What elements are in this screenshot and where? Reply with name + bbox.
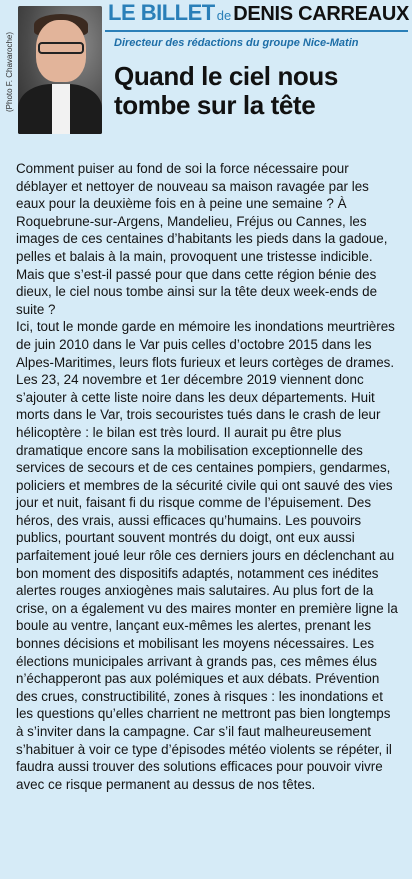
header-rule <box>105 30 408 32</box>
photo-glasses <box>38 42 84 54</box>
article-title: Quand le ciel nous tombe sur la tête <box>114 61 338 120</box>
column-kicker <box>108 0 412 26</box>
photo-shirt <box>52 84 70 134</box>
article-header <box>0 0 412 150</box>
paragraph-2: Ici, tout le monde garde en mémoire les inondations meurtrières de juin 2010 dans le Var puis celles d’octobre 2015 dans les Alpes-Maritimes, leurs flots furieux et leurs cortèges de drames. Les 23, 24 novembre et 1er décembre 2019 viennent donc s’ajouter à cette liste noire dans les deux départements. Huit morts dans le Var, trois secouristes tués dans le crash de leur hélicoptère : le bilan est très lourd. Il aurait pu être plus dramatique encore sans la mobilisation exceptionnelle des services de secours et de ces centaines pompiers, gendarmes, policiers et membres de la sécurité civile qui ont sauvé des vies jour et nuit, faisant fi du risque comme de l’épuisement. Des héros, des vrais, aussi efficaces qu’humains. Les pouvoirs publics, pourtant souvent montrés du doigt, ont eux aussi parfaitement joué leur rôle ces derniers jours en déclenchant au bon moment des dispositifs adaptés, notamment ces inédites alertes rouges anxiogènes mais salutaires. Au plus fort de la crise, on a également vu des maires monter en première ligne la boule au ventre, lançant eux-mêmes les alertes, prenant les bonnes décisions et mobilisant les moyens nécessaires. Les élections municipales arrivant à grands pas, ces mêmes élus n’échapperont pas aux polémiques et aux débats. Prévention des crues, constructibilité, zones à risques : les inondations et les questions qu’elles charrient ne mettront pas bien longtemps à s’inviter dans la campagne. Car s’il faut malheureusement s’habituer à voir ce type d’épisodes météo violents se répéter, il faudra aussi trouver des solutions efficaces pour pouvoir vivre avec ce risque permanent au dessus de nos têtes. <box>16 319 398 792</box>
photo-credit: (Photo F. Chavaroche) <box>5 31 14 112</box>
author-role: Directeur des rédactions du groupe Nice-Matin <box>114 37 359 49</box>
paragraph-1: Comment puiser au fond de soi la force nécessaire pour déblayer et nettoyer de nouveau sa maison ravagée par les eaux pour la deuxième fois en à peine une semaine ? À Roquebrune-sur-Argens, Mandelieu, Fréjus ou Cannes, les images de ces centaines d’habitants les pieds dans la gadoue, pelles et balais à la main, provoquent une tristesse indicible. Mais que s’est-il passé pour que dans cette région bénie des dieux, le ciel nous tombe ainsi sur la tête deux week-ends de suite ? <box>16 161 388 317</box>
author-name: DENIS CARREAUX <box>233 3 410 25</box>
author-photo <box>18 6 102 134</box>
kicker-de: de <box>216 8 232 23</box>
article-body <box>16 160 400 793</box>
kicker-billet: LE BILLET <box>108 0 215 25</box>
